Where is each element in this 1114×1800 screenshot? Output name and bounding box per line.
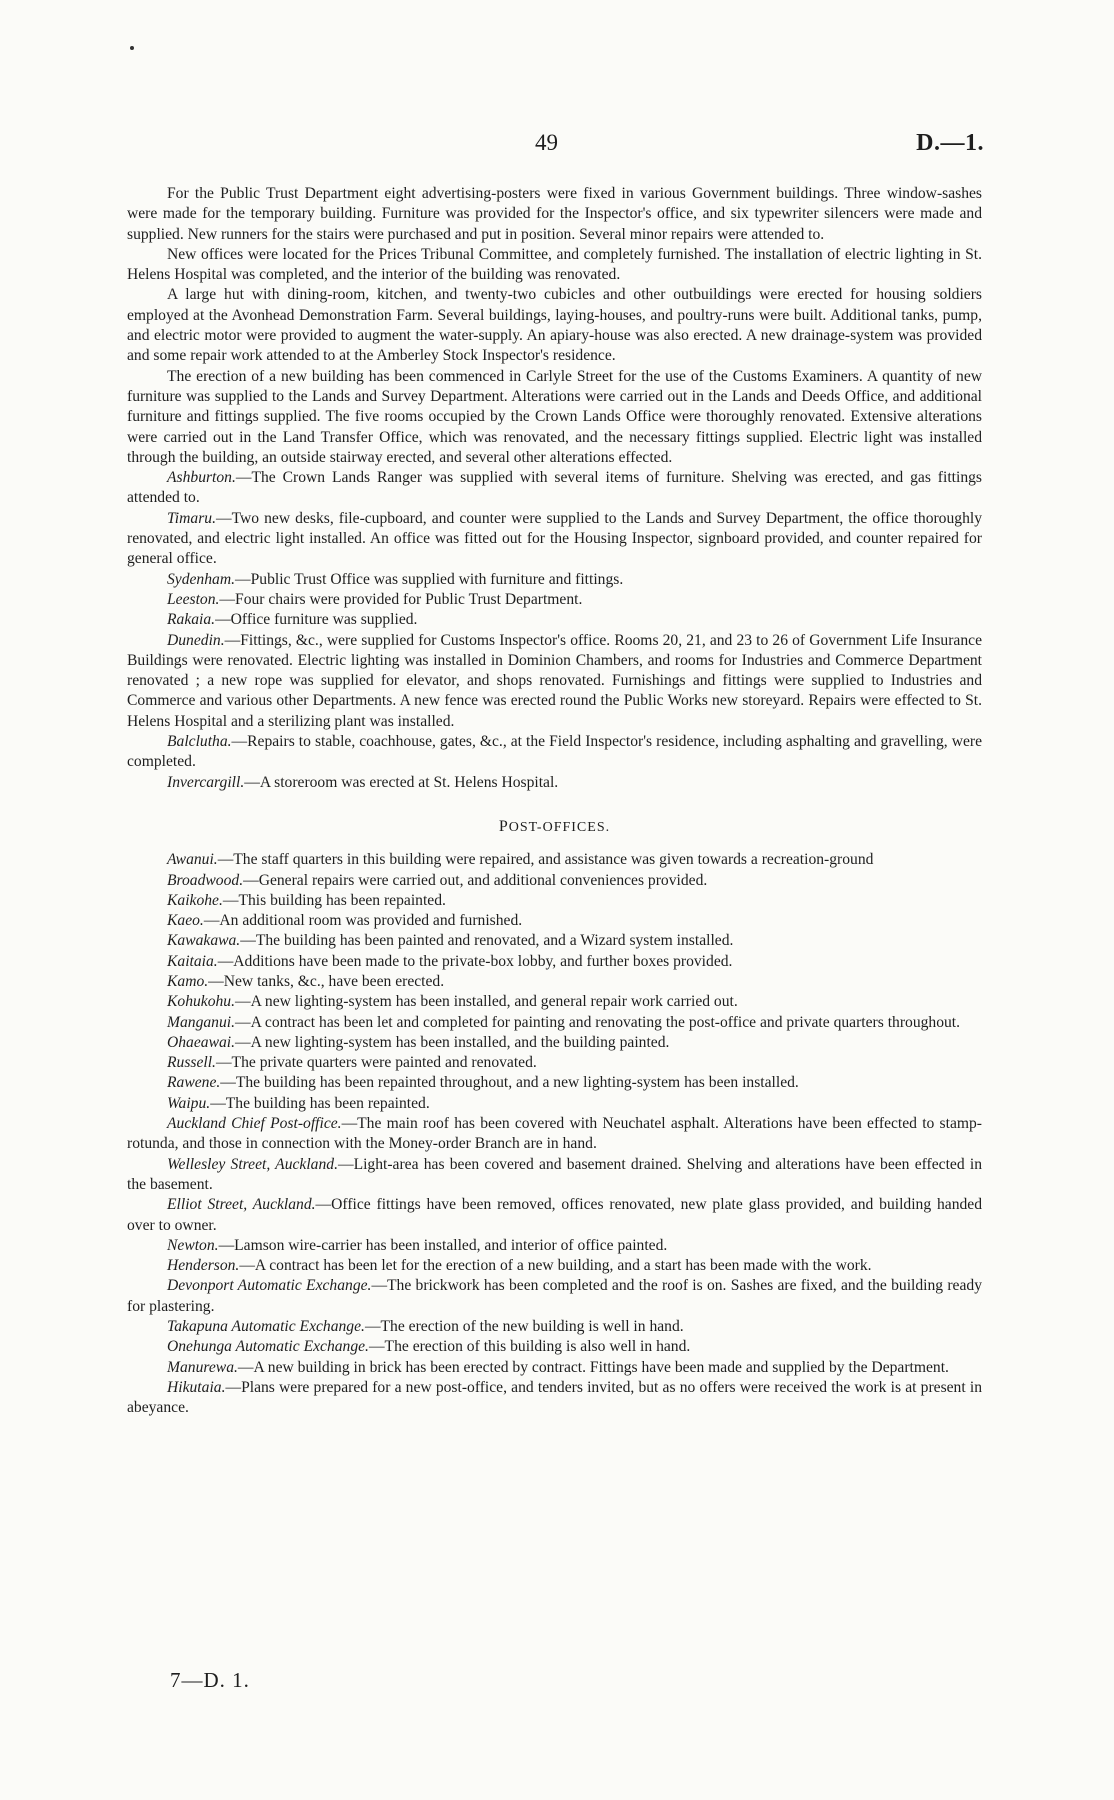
- place-entry: [127, 871, 982, 891]
- entry-text: —A new lighting-system has been installed, and the building painted.: [235, 1033, 670, 1051]
- place-entry: [127, 1094, 982, 1114]
- place-entry: [127, 570, 982, 590]
- entry-text: —A contract has been let for the erection of a new building, and a start has been made with the work.: [239, 1257, 872, 1275]
- section-heading-rest: OST-OFFICES.: [508, 819, 611, 835]
- section-heading-initial: P: [498, 817, 509, 835]
- place-entry: [127, 850, 982, 870]
- paragraph: For the Public Trust Department eight advertising-posters were fixed in various Government buildings. Three window-sashes were made for the temporary building. Furniture was provided for the Inspector's office, and six typewriter silencers were made and supplied. New runners for the stairs were purchased and put in position. Several minor repairs were attended to.: [127, 185, 982, 243]
- place-entry: [127, 1053, 982, 1073]
- place-entry: [127, 931, 982, 951]
- place-entry: [127, 1276, 982, 1317]
- entry-text: —The brickwork has been completed and the roof is on. Sashes are fixed, and the building ready for plastering.: [127, 1277, 982, 1315]
- place-name: Dunedin.: [167, 631, 225, 649]
- section-heading: [127, 817, 982, 838]
- place-name: Leeston.: [167, 590, 220, 608]
- place-name: Invercargill.: [167, 773, 245, 791]
- entry-text: —New tanks, &c., have been erected.: [208, 972, 445, 990]
- place-entry: [127, 1236, 982, 1256]
- place-entry: [127, 1378, 982, 1419]
- place-entry: [127, 1155, 982, 1196]
- entry-text: —Office furniture was supplied.: [215, 611, 418, 629]
- entry-text: —The building has been repainted.: [210, 1094, 430, 1112]
- entry-text: —The building has been repainted throughout, and a new lighting-system has been installed.: [220, 1074, 799, 1092]
- place-name: Newton.: [167, 1236, 219, 1254]
- entry-text: —The staff quarters in this building were repaired, and assistance was given towards a recreation-ground: [217, 851, 874, 869]
- entry-text: —The private quarters were painted and renovated.: [215, 1054, 537, 1072]
- place-name: Kaikohe.: [167, 891, 223, 909]
- place-entry: [127, 1337, 982, 1357]
- place-name: Kaeo.: [167, 912, 204, 930]
- place-entry: [127, 992, 982, 1012]
- margin-dot: [130, 46, 134, 50]
- place-name: Wellesley Street, Auckland.: [167, 1155, 338, 1173]
- entry-text: —A new lighting-system has been installed, and general repair work carried out.: [235, 993, 738, 1011]
- document-body: [127, 184, 982, 1419]
- paragraph: New offices were located for the Prices Tribunal Committee, and completely furnished. The installation of electric lighting in St. Helens Hospital was completed, and the interior of the building was renovated.: [127, 245, 982, 284]
- place-entry: [127, 891, 982, 911]
- place-entry: [127, 1073, 982, 1093]
- entry-text: —Additions have been made to the private-box lobby, and further boxes provided.: [217, 952, 733, 970]
- entry-text: —This building has been repainted.: [222, 891, 446, 909]
- footer-signature: 7—D. 1.: [170, 1668, 250, 1692]
- place-entry: [127, 732, 982, 773]
- place-name: Awanui.: [167, 851, 218, 869]
- entry-text: —Public Trust Office was supplied with furniture and fittings.: [235, 570, 624, 588]
- place-name: Manganui.: [167, 1013, 236, 1031]
- place-name: Devonport Automatic Exchange.: [167, 1277, 372, 1295]
- place-name: Waipu.: [167, 1094, 211, 1112]
- place-name: Kawakawa.: [167, 932, 241, 950]
- entry-text: —A storeroom was erected at St. Helens Hospital.: [244, 773, 559, 791]
- entry-text: —An additional room was provided and furnished.: [203, 912, 523, 930]
- place-name: Ashburton.: [167, 469, 236, 487]
- place-entry: [127, 590, 982, 610]
- place-entry: [127, 1013, 982, 1033]
- place-name: Russell.: [167, 1054, 216, 1072]
- paragraph: The erection of a new building has been commenced in Carlyle Street for the use of the Customs Examiners. A quantity of new furniture was supplied to the Lands and Survey Department. Alterations were carried out in the Lands and Deeds Office, and additional furniture and fittings supplied. The five rooms occupied by the Crown Lands Office were thoroughly renovated. Extensive alterations were carried out in the Land Transfer Office, which was renovated, and the necessary fittings supplied. Electric light was installed through the building, an outside stairway erected, and several other alterations effected.: [127, 367, 982, 466]
- paragraph: A large hut with dining-room, kitchen, and twenty-two cubicles and other outbuildings were erected for housing soldiers employed at the Avonhead Demonstration Farm. Several buildings, laying-houses, and poultry-runs were built. Additional tanks, pump, and electric motor were provided to augment the water-supply. An apiary-house was also erected. A new drainage-system was provided and some repair work attended to at the Amberley Stock Inspector's residence.: [127, 286, 982, 365]
- place-name: Broadwood.: [167, 871, 244, 889]
- entry-text: —The Crown Lands Ranger was supplied with several items of furniture. Shelving was erected, and gas fittings attended to.: [127, 469, 982, 507]
- place-name: Kamo.: [167, 972, 209, 990]
- entry-text: —General repairs were carried out, and additional conveniences provided.: [243, 871, 708, 889]
- place-entry: [127, 911, 982, 931]
- place-name: Sydenham.: [167, 570, 235, 588]
- entry-text: —Lamson wire-carrier has been installed, and interior of office painted.: [218, 1236, 668, 1254]
- place-name: Timaru.: [167, 509, 216, 527]
- place-name: Elliot Street, Auckland.: [167, 1196, 316, 1214]
- place-entry: [127, 1033, 982, 1053]
- place-name: Rakaia.: [167, 611, 216, 629]
- place-name: Kohukohu.: [167, 993, 236, 1011]
- place-entry: [127, 610, 982, 630]
- entry-text: —Repairs to stable, coachhouse, gates, &c., at the Field Inspector's residence, including asphalting and gravelling, were completed.: [127, 733, 982, 771]
- entry-text: —A new building in brick has been erected by contract. Fittings have been made and supplied by the Department.: [237, 1358, 949, 1376]
- place-entry: [127, 1317, 982, 1337]
- entry-text: —The main roof has been covered with Neuchatel asphalt. Alterations have been effected to stamp-rotunda, and those in connection with the Money-order Branch are in hand.: [127, 1115, 982, 1153]
- place-name: Takapuna Automatic Exchange.: [167, 1318, 365, 1336]
- place-name: Rawene.: [167, 1074, 221, 1092]
- place-name: Auckland Chief Post-office.: [167, 1115, 342, 1133]
- entry-text: —Plans were prepared for a new post-office, and tenders invited, but as no offers were received the work is at present in abeyance.: [127, 1378, 982, 1417]
- place-name: Kaitaia.: [167, 952, 218, 970]
- page-number: 49: [535, 130, 558, 155]
- document-reference: D.—1.: [916, 130, 984, 156]
- place-name: Henderson.: [167, 1257, 240, 1275]
- place-entry: [127, 773, 982, 793]
- place-entry: [127, 468, 982, 509]
- entry-text: —Light-area has been covered and basement drained. Shelving and alterations have been effected in the basement.: [127, 1155, 982, 1193]
- place-entry: [127, 952, 982, 972]
- place-entry: [127, 631, 982, 732]
- entry-text: —Office fittings have been removed, offices renovated, new plate glass provided, and building handed over to owner.: [127, 1196, 983, 1234]
- page-header: [0, 130, 1114, 166]
- place-entry: [127, 1195, 982, 1236]
- place-name: Ohaeawai.: [167, 1033, 236, 1051]
- entry-text: —Two new desks, file-cupboard, and counter were supplied to the Lands and Survey Department, the office thoroughly renovated, and electric light installed. An office was fitted out for the Housing Inspector, signboard provided, and counter repaired for general office.: [127, 509, 982, 568]
- place-name: Manurewa.: [167, 1358, 238, 1376]
- entry-text: —The erection of the new building is well in hand.: [364, 1318, 684, 1336]
- place-name: Balclutha.: [167, 733, 232, 751]
- place-name: Onehunga Automatic Exchange.: [167, 1338, 369, 1356]
- entry-text: —Fittings, &c., were supplied for Customs Inspector's office. Rooms 20, 21, and 23 to 26 of Government Life Insurance Buildings were renovated. Electric lighting was installed in Dominion Chambers, and rooms for Industries and Commerce Department renovated ; a new rope was supplied for elevator, and shops renovated. Furnishings and fittings were supplied to Industries and Commerce and various other Departments. A new fence was erected round the Public Works new storeyard. Repairs were effected to St. Helens Hospital and a sterilizing plant was installed.: [127, 631, 982, 730]
- entry-text: —The building has been painted and renovated, and a Wizard system installed.: [240, 932, 734, 950]
- place-entry: [127, 972, 982, 992]
- place-entry: [127, 1114, 982, 1155]
- place-name: Hikutaia.: [167, 1378, 226, 1396]
- place-entry: [127, 1256, 982, 1276]
- place-entry: [127, 509, 982, 570]
- entry-text: —A contract has been let and completed for painting and renovating the post-office and private quarters throughout.: [235, 1013, 961, 1031]
- place-entry: [127, 1358, 982, 1378]
- entry-text: —Four chairs were provided for Public Trust Department.: [219, 590, 583, 608]
- entry-text: —The erection of this building is also well in hand.: [368, 1338, 691, 1356]
